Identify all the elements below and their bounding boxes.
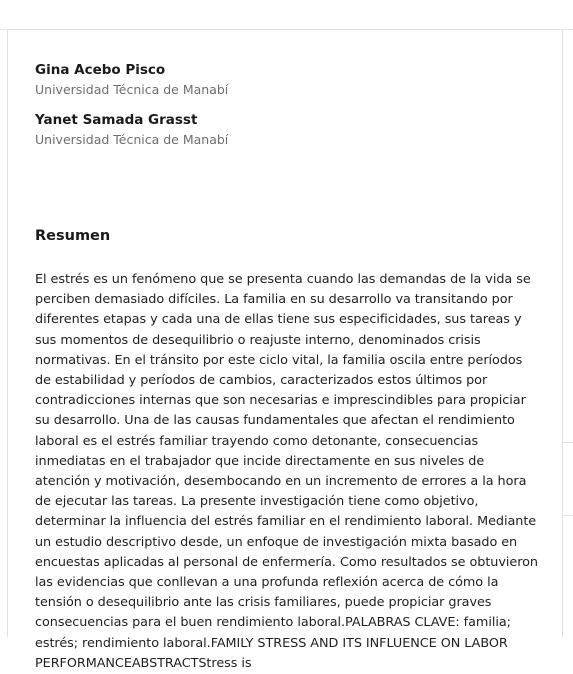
abstract-heading: Resumen [35, 228, 111, 244]
header-divider [0, 29, 573, 30]
abstract-body: El estrés es un fenómeno que se presenta cuando las demandas de la vida se perciben demasiado difíciles. La familia en su desarrollo va transitando por diferentes etapas y cada una de ellas tiene sus especificidades, sus tareas y sus momentos de desequilibrio o reajuste interno, denominados crisis normativas. En el tránsito por este ciclo vital, la familia oscila entre períodos de estabilidad y períodos de cambios, caracterizados estos últimos por contradicciones internas que son necesarias e imprescindibles para propiciar su desarrollo. Una de las causas fundamentales que afectan el rendimiento laboral es el estrés familiar trayendo como detonante, consecuencias inmediatas en el trabajador que incide directamente en sus niveles de atención y motivación, desembocando en un incremento de errores a la hora de ejecutar las tareas. La presente investigación tiene como objetivo, determinar la influencia del estrés familiar en el rendimiento laboral. Mediante un estudio descriptivo desde, un enfoque de investigación mixta basado en encuestas aplicadas al personal de enfermería. Como resultados se obtuvieron las evidencias que conllevan a una profunda reflexión acerca de cómo la tensión o desequilibrio ante las crisis familiares, puede propiciar graves consecuencias para el buen rendimiento laboral.PALABRAS CLAVE: familia; estrés; rendimiento laboral.FAMILY STRESS AND ITS INFLUENCE ON LABOR PERFORMANCEABSTRACTStress is [35, 272, 538, 671]
sidebar-divider [563, 515, 573, 516]
sidebar-divider [563, 442, 573, 443]
author-name: Yanet Samada Grasst [35, 112, 198, 128]
card-left-border [7, 30, 8, 637]
author-entry [35, 110, 540, 150]
card-right-border [562, 30, 563, 637]
author-entry [35, 60, 540, 100]
author-affiliation: Universidad Técnica de Manabí [35, 132, 229, 147]
author-name: Gina Acebo Pisco [35, 62, 166, 78]
authors-list [35, 60, 540, 160]
author-affiliation: Universidad Técnica de Manabí [35, 82, 229, 97]
